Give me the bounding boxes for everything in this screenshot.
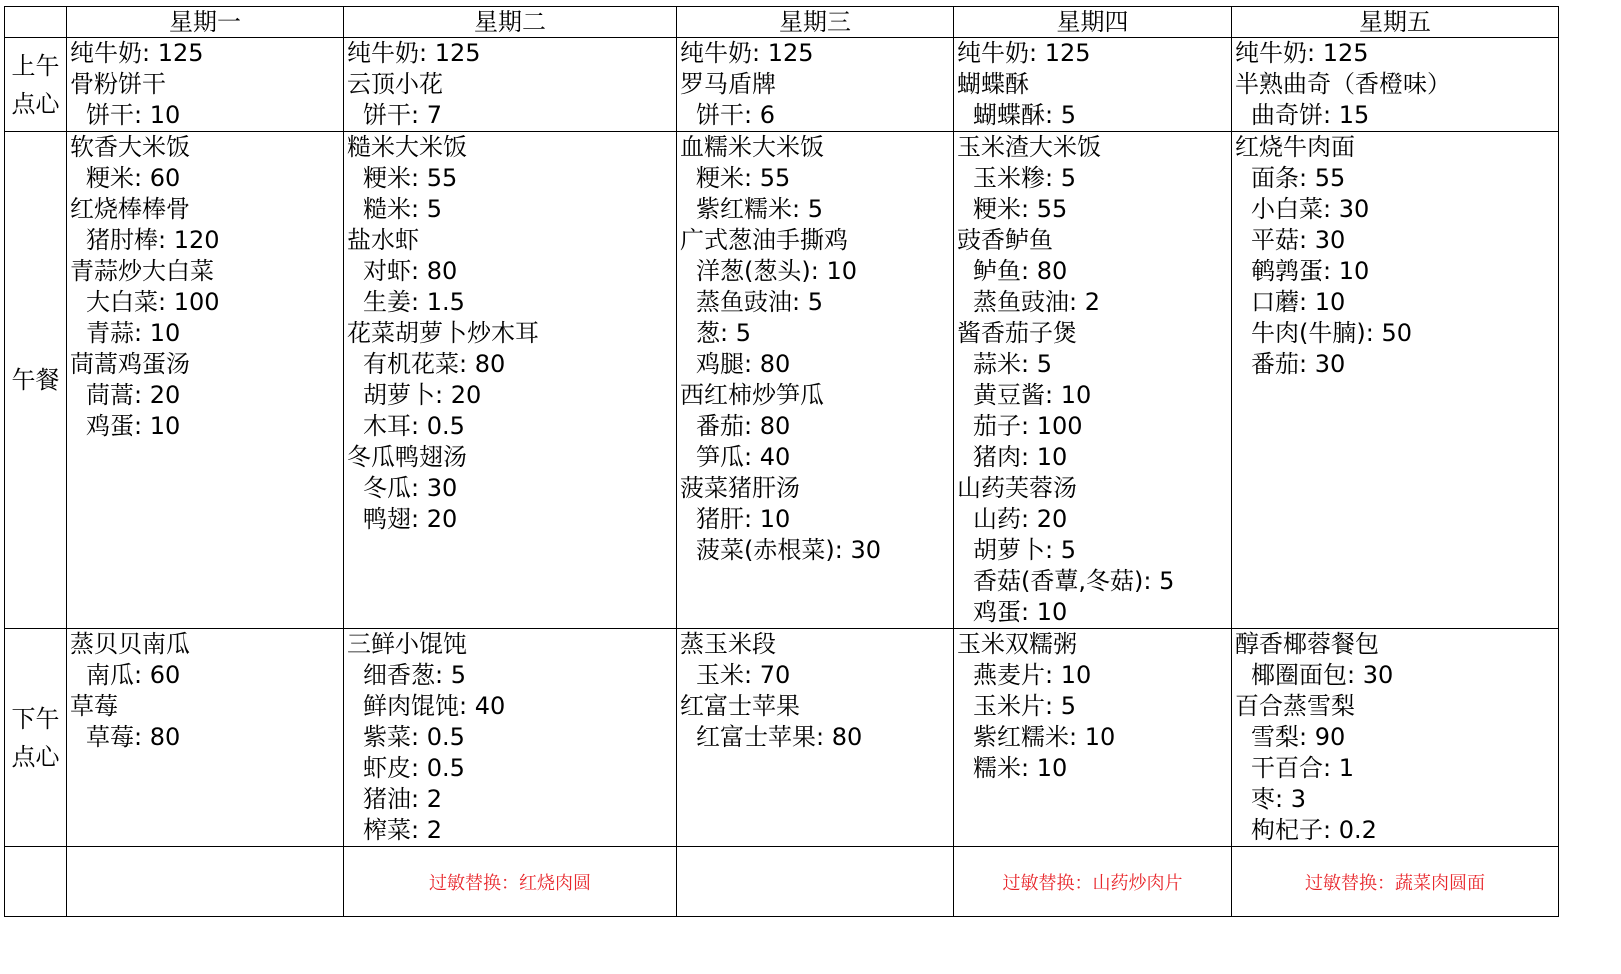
menu-cell xyxy=(67,38,344,132)
ingredient-line: 粳米: 60 xyxy=(86,164,181,192)
ingredient-line: 鸡腿: 80 xyxy=(696,350,791,378)
ingredient-line: 鸡蛋: 10 xyxy=(86,412,181,440)
ingredient-line: 青蒜: 10 xyxy=(86,319,181,347)
dish-name: 西红柿炒笋瓜 xyxy=(680,381,824,409)
dish-name: 纯牛奶: 125 xyxy=(957,39,1091,67)
menu-cell xyxy=(954,38,1232,132)
ingredient-line: 细香葱: 5 xyxy=(363,661,466,689)
dish-name: 醇香椰蓉餐包 xyxy=(1235,630,1379,658)
ingredient-line: 玉米糁: 5 xyxy=(973,164,1076,192)
ingredient-line: 鹌鹑蛋: 10 xyxy=(1251,257,1370,285)
menu-cell xyxy=(344,38,677,132)
ingredient-line: 饼干: 10 xyxy=(86,101,181,129)
ingredient-line: 玉米片: 5 xyxy=(973,692,1076,720)
ingredient-line: 草莓: 80 xyxy=(86,723,181,751)
ingredient-line: 燕麦片: 10 xyxy=(973,661,1092,689)
header-day-monday: 星期一 xyxy=(67,7,344,38)
ingredient-line: 蒸鱼豉油: 2 xyxy=(973,288,1100,316)
menu-cell xyxy=(344,132,677,629)
period-label-lunch: 午餐 xyxy=(5,132,67,629)
ingredient-line: 玉米: 70 xyxy=(696,661,791,689)
allergy-row-label xyxy=(5,847,67,917)
row-afternoon-snack xyxy=(5,629,1559,847)
ingredient-line: 茼蒿: 20 xyxy=(86,381,181,409)
dish-name: 青蒜炒大白菜 xyxy=(70,257,214,285)
ingredient-line: 枣: 3 xyxy=(1251,785,1306,813)
dish-name: 红烧棒棒骨 xyxy=(70,195,190,223)
header-day-tuesday: 星期二 xyxy=(344,7,677,38)
menu-cell xyxy=(954,132,1232,629)
ingredient-line: 胡萝卜: 20 xyxy=(363,381,482,409)
ingredient-line: 番茄: 80 xyxy=(696,412,791,440)
ingredient-line: 香菇(香蕈,冬菇): 5 xyxy=(973,567,1175,595)
ingredient-line: 粳米: 55 xyxy=(363,164,458,192)
dish-name: 菠菜猪肝汤 xyxy=(680,474,800,502)
dish-name: 红烧牛肉面 xyxy=(1235,133,1355,161)
ingredient-line: 枸杞子: 0.2 xyxy=(1251,816,1377,844)
ingredient-line: 面条: 55 xyxy=(1251,164,1346,192)
allergy-note-wednesday xyxy=(677,847,954,917)
header-row xyxy=(5,7,1559,38)
ingredient-line: 饼干: 6 xyxy=(696,101,775,129)
ingredient-line: 葱: 5 xyxy=(696,319,751,347)
ingredient-line: 紫菜: 0.5 xyxy=(363,723,465,751)
menu-cell xyxy=(1232,38,1559,132)
dish-name: 蝴蝶酥 xyxy=(957,70,1029,98)
allergy-note-friday: 过敏替换：蔬菜肉圆面 xyxy=(1232,847,1559,917)
dish-name: 纯牛奶: 125 xyxy=(680,39,814,67)
ingredient-line: 粳米: 55 xyxy=(696,164,791,192)
dish-name: 血糯米大米饭 xyxy=(680,133,824,161)
ingredient-line: 冬瓜: 30 xyxy=(363,474,458,502)
period-label-morning-snack: 上午点心 xyxy=(5,38,67,132)
dish-name: 冬瓜鸭翅汤 xyxy=(347,443,467,471)
menu-cell xyxy=(677,38,954,132)
ingredient-line: 小白菜: 30 xyxy=(1251,195,1370,223)
dish-name: 蒸玉米段 xyxy=(680,630,776,658)
ingredient-line: 猪肝: 10 xyxy=(696,505,791,533)
dish-name: 纯牛奶: 125 xyxy=(347,39,481,67)
ingredient-line: 木耳: 0.5 xyxy=(363,412,465,440)
ingredient-line: 有机花菜: 80 xyxy=(363,350,506,378)
dish-name: 山药芙蓉汤 xyxy=(957,474,1077,502)
ingredient-line: 糙米: 5 xyxy=(363,195,442,223)
menu-cell xyxy=(344,629,677,847)
row-allergy-substitution xyxy=(5,847,1559,917)
row-morning-snack xyxy=(5,38,1559,132)
ingredient-line: 牛肉(牛腩): 50 xyxy=(1251,319,1412,347)
dish-name: 玉米渣大米饭 xyxy=(957,133,1101,161)
ingredient-line: 饼干: 7 xyxy=(363,101,442,129)
ingredient-line: 番茄: 30 xyxy=(1251,350,1346,378)
dish-name: 半熟曲奇（香橙味） xyxy=(1235,70,1451,98)
weekly-menu-table xyxy=(4,6,1559,917)
ingredient-line: 茄子: 100 xyxy=(973,412,1083,440)
ingredient-line: 笋瓜: 40 xyxy=(696,443,791,471)
ingredient-line: 口蘑: 10 xyxy=(1251,288,1346,316)
dish-name: 罗马盾牌 xyxy=(680,70,776,98)
ingredient-line: 鲈鱼: 80 xyxy=(973,257,1068,285)
ingredient-line: 蒸鱼豉油: 5 xyxy=(696,288,823,316)
ingredient-line: 南瓜: 60 xyxy=(86,661,181,689)
ingredient-line: 猪肉: 10 xyxy=(973,443,1068,471)
ingredient-line: 鸭翅: 20 xyxy=(363,505,458,533)
ingredient-line: 猪油: 2 xyxy=(363,785,442,813)
dish-name: 酱香茄子煲 xyxy=(957,319,1077,347)
dish-name: 纯牛奶: 125 xyxy=(1235,39,1369,67)
ingredient-line: 粳米: 55 xyxy=(973,195,1068,223)
ingredient-line: 对虾: 80 xyxy=(363,257,458,285)
dish-name: 草莓 xyxy=(70,692,118,720)
dish-name: 蒸贝贝南瓜 xyxy=(70,630,190,658)
dish-name: 云顶小花 xyxy=(347,70,443,98)
ingredient-line: 榨菜: 2 xyxy=(363,816,442,844)
dish-name: 红富士苹果 xyxy=(680,692,800,720)
menu-cell xyxy=(67,132,344,629)
menu-cell xyxy=(677,629,954,847)
dish-name: 软香大米饭 xyxy=(70,133,190,161)
header-day-friday: 星期五 xyxy=(1232,7,1559,38)
allergy-note-monday xyxy=(67,847,344,917)
ingredient-line: 曲奇饼: 15 xyxy=(1251,101,1370,129)
menu-cell xyxy=(954,629,1232,847)
allergy-note-thursday: 过敏替换：山药炒肉片 xyxy=(954,847,1232,917)
dish-name: 豉香鲈鱼 xyxy=(957,226,1053,254)
dish-name: 三鲜小馄饨 xyxy=(347,630,467,658)
menu-cell xyxy=(677,132,954,629)
header-day-thursday: 星期四 xyxy=(954,7,1232,38)
ingredient-line: 虾皮: 0.5 xyxy=(363,754,465,782)
ingredient-line: 蝴蝶酥: 5 xyxy=(973,101,1076,129)
dish-name: 百合蒸雪梨 xyxy=(1235,692,1355,720)
menu-cell xyxy=(1232,132,1559,629)
ingredient-line: 糯米: 10 xyxy=(973,754,1068,782)
allergy-note-tuesday: 过敏替换：红烧肉圆 xyxy=(344,847,677,917)
dish-name: 糙米大米饭 xyxy=(347,133,467,161)
dish-name: 玉米双糯粥 xyxy=(957,630,1077,658)
dish-name: 骨粉饼干 xyxy=(70,70,166,98)
ingredient-line: 紫红糯米: 10 xyxy=(973,723,1116,751)
row-lunch xyxy=(5,132,1559,629)
ingredient-line: 鲜肉馄饨: 40 xyxy=(363,692,506,720)
period-label-afternoon-snack: 下午点心 xyxy=(5,629,67,847)
menu-cell xyxy=(67,629,344,847)
ingredient-line: 雪梨: 90 xyxy=(1251,723,1346,751)
ingredient-line: 洋葱(葱头): 10 xyxy=(696,257,857,285)
ingredient-line: 干百合: 1 xyxy=(1251,754,1354,782)
ingredient-line: 红富士苹果: 80 xyxy=(696,723,863,751)
ingredient-line: 鸡蛋: 10 xyxy=(973,598,1068,626)
header-corner xyxy=(5,7,67,38)
ingredient-line: 蒜米: 5 xyxy=(973,350,1052,378)
ingredient-line: 平菇: 30 xyxy=(1251,226,1346,254)
ingredient-line: 胡萝卜: 5 xyxy=(973,536,1076,564)
ingredient-line: 山药: 20 xyxy=(973,505,1068,533)
ingredient-line: 紫红糯米: 5 xyxy=(696,195,823,223)
dish-name: 广式葱油手撕鸡 xyxy=(680,226,848,254)
dish-name: 纯牛奶: 125 xyxy=(70,39,204,67)
ingredient-line: 大白菜: 100 xyxy=(86,288,220,316)
dish-name: 花菜胡萝卜炒木耳 xyxy=(347,319,539,347)
dish-name: 茼蒿鸡蛋汤 xyxy=(70,350,190,378)
menu-cell xyxy=(1232,629,1559,847)
header-day-wednesday: 星期三 xyxy=(677,7,954,38)
ingredient-line: 菠菜(赤根菜): 30 xyxy=(696,536,881,564)
ingredient-line: 生姜: 1.5 xyxy=(363,288,465,316)
ingredient-line: 猪肘棒: 120 xyxy=(86,226,220,254)
ingredient-line: 椰圈面包: 30 xyxy=(1251,661,1394,689)
ingredient-line: 黄豆酱: 10 xyxy=(973,381,1092,409)
dish-name: 盐水虾 xyxy=(347,226,419,254)
